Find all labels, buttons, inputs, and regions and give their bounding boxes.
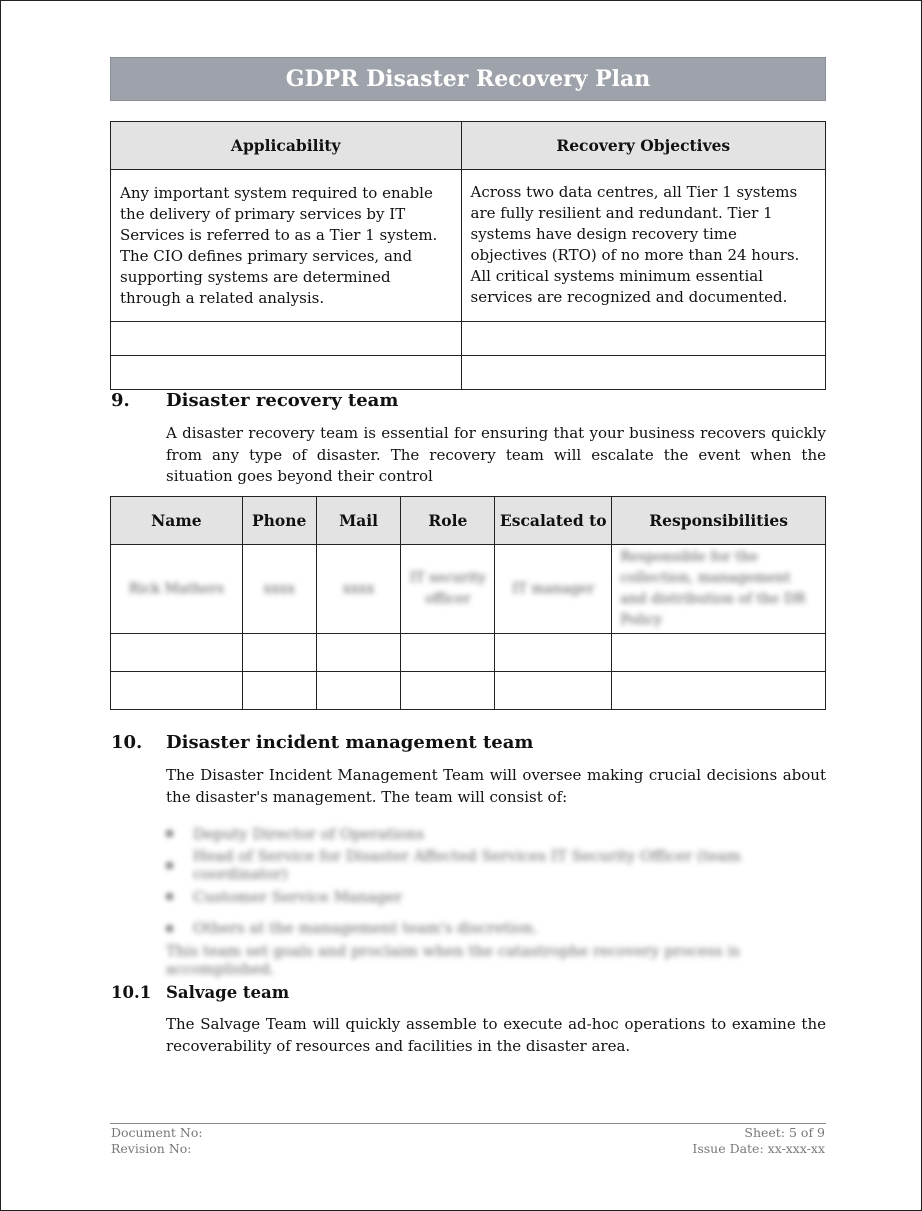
section-10-1-heading: Salvage team (166, 983, 290, 1002)
bullet-icon (166, 862, 173, 869)
bullet-icon (166, 925, 173, 932)
table-cell (111, 356, 462, 390)
header-escalated-to: Escalated to (495, 497, 612, 545)
objectives-empty-row (111, 356, 826, 390)
footer-right (692, 1125, 825, 1157)
table-cell (401, 672, 495, 710)
table-cell (612, 672, 826, 710)
document-title-bar (110, 57, 826, 101)
team-responsibilities-cell: Responsible for the collection, management and distribution of the DR Policy (612, 545, 826, 634)
section-10-number: 10. (111, 732, 143, 753)
table-cell (461, 322, 826, 356)
sheet-number: Sheet: 5 of 9 (744, 1125, 825, 1140)
team-mail-cell: xxxx (316, 545, 401, 634)
footer-left (111, 1125, 203, 1157)
section-10-heading: Disaster incident management team (166, 732, 534, 753)
objectives-table (110, 121, 826, 390)
header-mail: Mail (316, 497, 401, 545)
header-applicability: Applicability (111, 122, 462, 170)
bullet-icon (166, 893, 173, 900)
table-cell (316, 672, 401, 710)
table-cell (242, 672, 316, 710)
section-10-body: The Disaster Incident Management Team will oversee making crucial decisions about the disaster's management. The team will consist of: (166, 766, 826, 806)
document-number: Document No: (111, 1125, 203, 1140)
footer-divider (110, 1123, 826, 1124)
table-cell (111, 672, 243, 710)
section-10-1-body: The Salvage Team will quickly assemble to execute ad-hoc operations to examine the recoverability of resources and facilities in the disaster area. (166, 1015, 826, 1055)
team-escalated-cell: IT manager (495, 545, 612, 634)
objectives-header-row (111, 122, 826, 170)
table-cell (242, 634, 316, 672)
table-cell (461, 356, 826, 390)
list-item: Customer Service Manager (166, 881, 826, 913)
table-cell (401, 634, 495, 672)
incident-team-member-list (166, 818, 826, 944)
list-item: Others at the management team's discretion. (166, 913, 826, 945)
header-name: Name (111, 497, 243, 545)
header-recovery-objectives: Recovery Objectives (461, 122, 826, 170)
team-phone-cell: xxxx (242, 545, 316, 634)
applicability-cell: Any important system required to enable the delivery of primary services by IT Services is referred to as a Tier 1 system. The CIO defines primary services, and supporting systems are determined through a related analysis. (111, 170, 462, 322)
team-name-cell: Rick Mathers (111, 545, 243, 634)
list-item: Head of Service for Disaster Affected Services IT Security Officer (team coordinator) (166, 850, 826, 882)
section-9-number: 9. (111, 390, 130, 411)
table-cell (495, 672, 612, 710)
team-header-row (111, 497, 826, 545)
objectives-empty-row (111, 322, 826, 356)
table-cell (612, 634, 826, 672)
table-row (111, 634, 826, 672)
header-phone: Phone (242, 497, 316, 545)
revision-number: Revision No: (111, 1141, 192, 1156)
objectives-row (111, 170, 826, 322)
section-9-body: A disaster recovery team is essential for ensuring that your business recovers quickly from any type of disaster. The recovery team will escalate the event when the situation goes beyond their control (166, 424, 826, 485)
table-cell (111, 322, 462, 356)
issue-date: Issue Date: xx-xxx-xx (692, 1141, 825, 1156)
team-role-cell: IT security officer (401, 545, 495, 634)
section-10-closing: This team set goals and proclaim when the catastrophe recovery process is accomplished. (166, 942, 740, 978)
list-item: Deputy Director of Operations (166, 818, 826, 850)
recovery-team-table (110, 496, 826, 710)
section-10-1-number: 10.1 (111, 983, 152, 1002)
header-responsibilities: Responsibilities (612, 497, 826, 545)
recovery-objectives-cell: Across two data centres, all Tier 1 systems are fully resilient and redundant. Tier 1 systems have design recovery time objectives (RTO) of no more than 24 hours. All critical systems minimum essential services are recognized and documented. (461, 170, 826, 322)
bullet-icon (166, 830, 173, 837)
document-title: GDPR Disaster Recovery Plan (285, 66, 651, 92)
table-row (111, 672, 826, 710)
table-row (111, 545, 826, 634)
table-cell (495, 634, 612, 672)
table-cell (111, 634, 243, 672)
table-cell (316, 634, 401, 672)
header-role: Role (401, 497, 495, 545)
section-9-heading: Disaster recovery team (166, 390, 399, 411)
